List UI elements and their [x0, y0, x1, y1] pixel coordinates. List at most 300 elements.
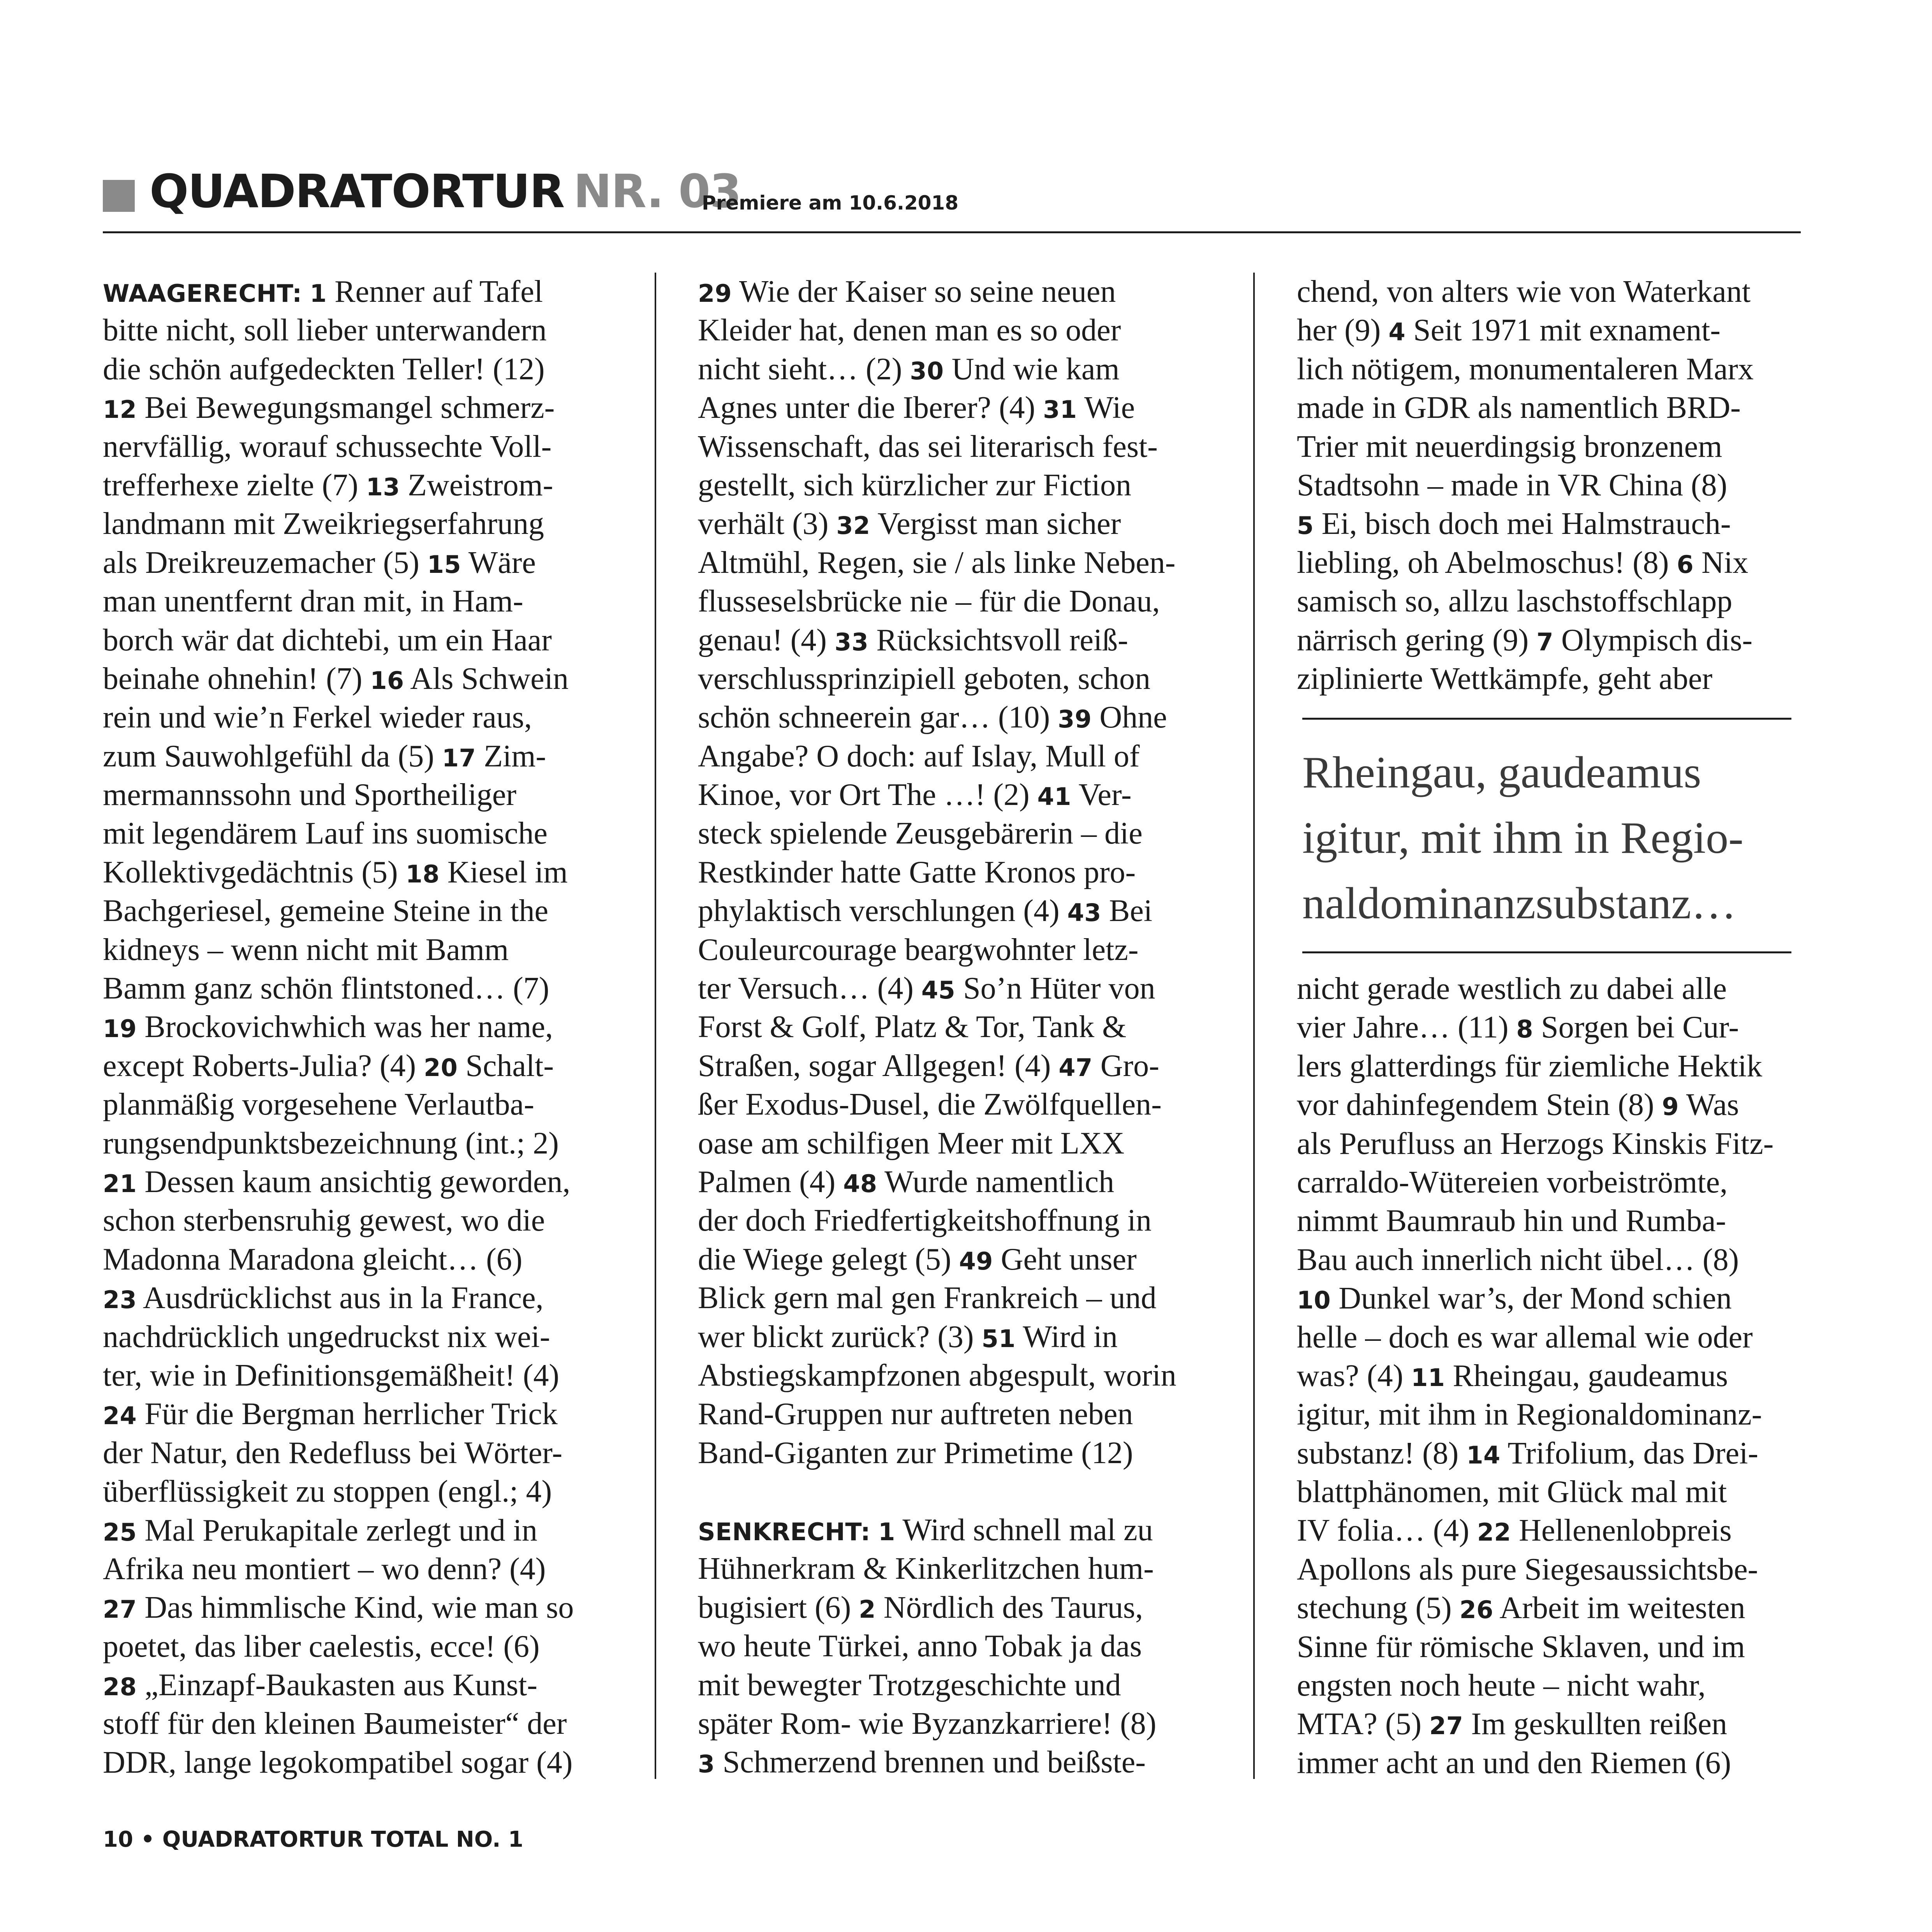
text-line	[103, 776, 621, 814]
clue-text: Wissenschaft, das sei literarisch fest-	[698, 429, 1158, 464]
clue-text: Bei Bewegungsmangel schmerz-	[137, 391, 555, 425]
text-line	[698, 660, 1216, 698]
text-line	[103, 1589, 621, 1627]
clue-text: später Rom- wie Byzanzkarriere! (8)	[698, 1706, 1157, 1741]
clue-text: poetet, das liber caelestis, ecce! (6)	[103, 1629, 540, 1664]
text-line	[1297, 1395, 1773, 1434]
clue-text: vor dahinfegendem Stein (8)	[1297, 1088, 1662, 1122]
clue-text: Bamm ganz schön flintstoned… (7)	[103, 971, 549, 1006]
pullquote-line: Rheingau, gaudeamus	[1302, 748, 1701, 798]
clue-text: Kiesel im	[439, 855, 568, 889]
clue-number: 27	[1429, 1712, 1464, 1740]
clue-text: der Natur, den Redefluss bei Wörter-	[103, 1435, 562, 1470]
text-line	[103, 1279, 621, 1317]
clue-text: Arbeit im weitesten	[1493, 1591, 1745, 1626]
text-line	[698, 1434, 1216, 1472]
text-line	[698, 582, 1216, 621]
clue-number: 22	[1477, 1518, 1511, 1547]
clue-text: Bachgeriesel, gemeine Steine in the	[103, 894, 549, 928]
clue-text: man unentfernt dran mit, in Ham-	[103, 584, 523, 619]
clue-number: 2	[859, 1595, 876, 1624]
clue-text: substanz! (8)	[1297, 1436, 1467, 1471]
text-line	[103, 1318, 621, 1356]
text-line	[103, 311, 621, 350]
clue-number: 27	[103, 1595, 137, 1624]
clue-text: Zweistrom-	[400, 468, 553, 502]
text-line	[103, 505, 621, 543]
clue-text: Rücksichtsvoll reiß-	[868, 623, 1128, 657]
clue-text: Das himmlische Kind, wie man so	[137, 1590, 574, 1625]
clue-text: Trifolium, das Drei-	[1500, 1436, 1758, 1471]
clue-text: Trier mit neuerdingsig bronzenem	[1297, 429, 1722, 464]
text-line	[103, 1511, 621, 1550]
clue-text: lich nötigem, monumentaleren Marx	[1297, 352, 1754, 386]
clue-text: Straßen, sogar Allgegen! (4)	[698, 1048, 1059, 1083]
clue-number: 18	[405, 859, 440, 888]
clue-number: 15	[427, 550, 461, 579]
clue-text: Blick gern mal gen Frankreich – und	[698, 1281, 1157, 1316]
clue-number: 39	[1058, 705, 1092, 734]
page-footer: 10 • QUADRATORTUR TOTAL NO. 1	[103, 1827, 523, 1852]
text-line	[103, 931, 621, 969]
clue-text: die Wiege gelegt (5)	[698, 1242, 959, 1277]
section-label: WAAGERECHT:	[103, 279, 302, 308]
clue-number: 21	[103, 1169, 137, 1198]
issue-number: NR. 03	[573, 164, 741, 218]
text-line	[103, 1472, 621, 1511]
text-line	[698, 505, 1216, 543]
text-line	[1297, 1744, 1773, 1782]
text-line	[698, 466, 1216, 505]
clue-text: Schalt-	[458, 1048, 554, 1083]
clue-text: chend, von alters wie von Waterkant	[1297, 275, 1751, 309]
text-line	[103, 1395, 621, 1434]
text-line	[1297, 466, 1754, 505]
clue-text: der doch Friedfertigkeitshoffnung in	[698, 1203, 1152, 1238]
text-line	[1297, 1047, 1773, 1086]
text-line	[1297, 970, 1773, 1008]
clue-text: die schön aufgedeckten Teller! (12)	[103, 352, 545, 386]
text-line	[1297, 428, 1754, 466]
clue-text: Wird schnell mal zu	[895, 1513, 1153, 1547]
column-down-end	[1297, 970, 1773, 1782]
clue-text: Vergisst man sicher	[870, 507, 1121, 541]
text-line	[698, 350, 1216, 389]
clue-number: 16	[370, 666, 404, 695]
clue-number: 31	[1043, 395, 1077, 424]
clue-text: Im geskullten reißen	[1463, 1707, 1728, 1742]
text-line	[103, 1705, 621, 1743]
text-line	[698, 969, 1216, 1008]
text-line	[698, 698, 1216, 737]
column-across-2	[698, 273, 1216, 1472]
clue-text: borch wär dat dichtebi, um ein Haar	[103, 623, 552, 657]
text-line	[1297, 1589, 1773, 1627]
text-line	[103, 1744, 621, 1782]
text-line	[698, 892, 1216, 930]
clue-number: 8	[1516, 1015, 1534, 1044]
premiere-date: Premiere am 10.6.2018	[702, 192, 959, 214]
clue-text: stechung (5)	[1297, 1591, 1460, 1626]
clue-text: Sorgen bei Cur-	[1533, 1010, 1739, 1045]
clue-number: 10	[1297, 1286, 1331, 1315]
clue-text: Wurde namentlich	[877, 1164, 1114, 1199]
text-line	[698, 1201, 1216, 1240]
clue-text: Sinne für römische Sklaven, und im	[1297, 1629, 1745, 1664]
text-line	[1297, 1163, 1773, 1202]
text-line	[103, 582, 621, 621]
clue-text: Bau auch innerlich nicht übel… (8)	[1297, 1242, 1739, 1277]
clue-text: Restkinder hatte Gatte Kronos pro-	[698, 855, 1136, 889]
pullquote-rule-top	[1302, 718, 1791, 720]
text-line	[103, 660, 621, 698]
text-line	[698, 931, 1216, 969]
text-line	[1297, 1357, 1773, 1395]
text-line	[698, 1047, 1216, 1085]
text-line	[103, 466, 621, 505]
clue-text: Madonna Maradona gleicht… (6)	[103, 1242, 523, 1277]
clue-text: Wie	[1077, 391, 1135, 425]
clue-text: zum Sauwohlgefühl da (5)	[103, 739, 442, 773]
clue-number: 1	[878, 1518, 895, 1546]
clue-text: rein und wie’n Ferkel wieder raus,	[103, 700, 532, 735]
text-line	[103, 1666, 621, 1705]
clue-text: kidneys – wenn nicht mit Bamm	[103, 932, 509, 967]
text-line	[698, 1240, 1216, 1279]
clue-text: phylaktisch verschlungen (4)	[698, 894, 1067, 928]
text-line	[698, 1550, 1216, 1588]
text-line	[698, 1589, 1216, 1627]
page-header	[103, 164, 1801, 230]
clue-text: samisch so, allzu laschstoffschlapp	[1297, 584, 1733, 619]
text-line	[1297, 1241, 1773, 1279]
clue-number: 9	[1662, 1092, 1679, 1121]
clue-text: Angabe? O doch: auf Islay, Mull of	[698, 739, 1140, 773]
text-line	[1297, 1279, 1773, 1318]
text-line	[1297, 311, 1754, 350]
text-line	[698, 1395, 1216, 1434]
text-line	[698, 1666, 1216, 1705]
clue-text: Hellenenlobpreis	[1511, 1513, 1732, 1548]
clue-number: 29	[698, 279, 732, 308]
clue-number: 3	[698, 1750, 715, 1779]
text-line	[1297, 1008, 1773, 1047]
text-line	[1297, 1473, 1773, 1511]
text-line	[698, 621, 1216, 660]
clue-text: bugisiert (6)	[698, 1590, 859, 1625]
text-line	[698, 544, 1216, 582]
text-line	[698, 853, 1216, 892]
clue-number: 23	[103, 1286, 137, 1314]
text-line	[698, 1356, 1216, 1395]
clue-text	[870, 1513, 878, 1547]
clue-text: ßer Exodus-Dusel, die Zwölfquellen-	[698, 1087, 1162, 1122]
pullquote-line: igitur, mit ihm in Regio-	[1302, 813, 1744, 863]
clue-text: vier Jahre… (11)	[1297, 1010, 1516, 1045]
clue-text: verhält (3)	[698, 507, 837, 541]
text-line	[1297, 1628, 1773, 1666]
clue-text: nervfällig, worauf schussechte Voll-	[103, 429, 552, 464]
clue-text: was? (4)	[1297, 1358, 1411, 1393]
clue-text: flusseselsbrücke nie – für die Donau,	[698, 584, 1160, 619]
clue-number: 41	[1037, 782, 1071, 811]
clue-text: schon sterbensruhig gewest, wo die	[103, 1203, 545, 1238]
clue-text: Apollons als pure Siegesaussichtsbe-	[1297, 1552, 1758, 1587]
text-line	[1297, 660, 1754, 698]
text-line	[103, 1085, 621, 1124]
clue-text: Renner auf Tafel	[327, 275, 543, 309]
text-line	[698, 1627, 1216, 1666]
clue-number: 4	[1388, 318, 1406, 347]
text-line	[698, 737, 1216, 776]
clue-number: 5	[1297, 511, 1314, 540]
clue-text: trefferhexe zielte (7)	[103, 468, 366, 502]
clue-text: immer acht an und den Riemen (6)	[1297, 1745, 1731, 1780]
clue-text: Seit 1971 mit exnament-	[1405, 313, 1721, 348]
clue-text: Palmen (4)	[698, 1164, 844, 1199]
clue-text: blattphänomen, mit Glück mal mit	[1297, 1475, 1727, 1509]
clue-text: Kinoe, vor Ort The …! (2)	[698, 778, 1037, 812]
text-line	[698, 1279, 1216, 1317]
column-across-1	[103, 273, 621, 1782]
text-line	[1297, 1705, 1773, 1744]
text-line	[103, 389, 621, 427]
clue-text: MTA? (5)	[1297, 1707, 1430, 1742]
text-line	[103, 1124, 621, 1163]
clue-text: Gro-	[1092, 1048, 1159, 1083]
clue-text: Wäre	[461, 545, 536, 580]
clue-text: made in GDR als namentlich BRD-	[1297, 391, 1741, 425]
clue-text: Zim-	[476, 739, 546, 773]
text-line	[698, 273, 1216, 311]
clue-text: engsten noch heute – nicht wahr,	[1297, 1668, 1706, 1703]
clue-text: nicht gerade westlich zu dabei alle	[1297, 972, 1727, 1006]
clue-text: Kollektivgedächtnis (5)	[103, 855, 406, 889]
text-line	[103, 737, 621, 776]
text-line	[1297, 1202, 1773, 1240]
clue-number: 51	[981, 1324, 1016, 1353]
clue-text: Wie der Kaiser so seine neuen	[732, 275, 1116, 309]
clue-text: Hühnerkram & Kinkerlitzchen hum-	[698, 1552, 1154, 1586]
text-line	[698, 428, 1216, 466]
clue-text: schön schneerein gar… (10)	[698, 700, 1058, 735]
clue-text: Abstiegskampfzonen abgespult, worin	[698, 1358, 1176, 1393]
clue-text: närrisch gering (9)	[1297, 623, 1537, 657]
clue-text: helle – doch es war allemal wie oder	[1297, 1320, 1753, 1354]
clue-number: 6	[1677, 550, 1694, 579]
text-line	[103, 698, 621, 737]
text-line	[103, 814, 621, 853]
clue-text: ter Versuch… (4)	[698, 971, 921, 1006]
clue-number: 24	[103, 1402, 137, 1430]
clue-text: mit legendärem Lauf ins suomische	[103, 816, 548, 851]
clue-text: Brockovichwhich was her name,	[137, 1010, 553, 1044]
text-line	[698, 1705, 1216, 1743]
clue-number: 13	[366, 472, 400, 501]
clue-text: Ohne	[1092, 700, 1167, 735]
page-title	[150, 164, 741, 218]
text-line	[103, 350, 621, 389]
clue-number: 1	[310, 279, 327, 308]
section-label: SENKRECHT:	[698, 1518, 871, 1546]
clue-text: Nördlich des Taurus,	[875, 1590, 1143, 1625]
text-line	[698, 776, 1216, 814]
text-line	[103, 969, 621, 1008]
clue-text: Geht unser	[993, 1242, 1137, 1277]
clue-text: Afrika neu montiert – wo denn? (4)	[103, 1552, 546, 1586]
clue-number: 19	[103, 1014, 137, 1043]
clue-text: stoff für den kleinen Baumeister“ der	[103, 1707, 567, 1741]
text-line	[103, 892, 621, 930]
clue-number: 7	[1536, 627, 1553, 656]
clue-number: 33	[834, 627, 869, 656]
clue-text: gestellt, sich kürzlicher zur Fiction	[698, 468, 1132, 502]
clue-text: Olympisch dis-	[1553, 623, 1753, 657]
text-line	[698, 814, 1216, 853]
text-line	[103, 1008, 621, 1046]
text-line	[698, 1511, 1216, 1550]
text-line	[1297, 1086, 1773, 1124]
clue-text: landmann mit Zweikriegserfahrung	[103, 507, 544, 541]
clue-text: Rheingau, gaudeamus	[1445, 1358, 1728, 1393]
clue-text: IV folia… (4)	[1297, 1513, 1477, 1548]
clue-text: Band-Giganten zur Primetime (12)	[698, 1435, 1133, 1470]
text-line	[103, 1356, 621, 1395]
clue-text: Forst & Golf, Platz & Tor, Tank &	[698, 1010, 1127, 1044]
text-line	[698, 1318, 1216, 1356]
text-line	[103, 544, 621, 582]
text-line	[698, 389, 1216, 427]
clue-text: Dunkel war’s, der Mond schien	[1331, 1281, 1732, 1316]
clue-text: Rand-Gruppen nur auftreten neben	[698, 1397, 1133, 1432]
clue-text: Und wie kam	[944, 352, 1120, 386]
text-line	[1297, 1434, 1773, 1473]
gray-square-icon	[103, 180, 135, 212]
header-divider	[103, 231, 1801, 233]
clue-text: Wird in	[1015, 1319, 1118, 1354]
clue-number: 49	[959, 1247, 993, 1275]
clue-text: Kleider hat, denen man es so oder	[698, 313, 1121, 348]
column-down-start	[698, 1511, 1216, 1782]
clue-number: 14	[1466, 1441, 1501, 1469]
clue-number: 47	[1058, 1053, 1093, 1082]
clue-text: als Dreikreuzemacher (5)	[103, 545, 427, 580]
text-line	[698, 1124, 1216, 1163]
clue-text: wer blickt zurück? (3)	[698, 1319, 982, 1354]
text-line	[1297, 1666, 1773, 1705]
clue-number: 28	[103, 1673, 137, 1701]
clue-text: ziplinierte Wettkämpfe, geht aber	[1297, 661, 1713, 696]
clue-text: mermannssohn und Sportheiliger	[103, 778, 517, 812]
text-line	[103, 1627, 621, 1666]
text-line	[698, 1008, 1216, 1046]
text-line	[698, 1163, 1216, 1201]
text-line	[103, 1047, 621, 1085]
clue-text: carraldo-Wütereien vorbeiströmte,	[1297, 1165, 1728, 1199]
clue-text: igitur, mit ihm in Regionaldominanz-	[1297, 1397, 1762, 1432]
clue-number: 43	[1067, 898, 1101, 927]
text-line	[103, 621, 621, 660]
clue-text: her (9)	[1297, 313, 1389, 348]
pullquote-rule-bottom	[1302, 951, 1791, 953]
clue-text: Dessen kaum ansichtig geworden,	[137, 1164, 571, 1199]
clue-text: nicht sieht… (2)	[698, 352, 910, 386]
clue-text: Couleurcourage beargwohnter letz-	[698, 932, 1139, 967]
text-line	[1297, 1318, 1773, 1357]
clue-number: 26	[1459, 1596, 1493, 1624]
text-line	[1297, 582, 1754, 621]
column-down-continued	[1297, 273, 1754, 698]
title-main: QUADRATORTUR	[150, 164, 564, 218]
clue-text: DDR, lange legokompatibel sogar (4)	[103, 1745, 573, 1780]
clue-text: Bei	[1101, 894, 1153, 928]
text-line	[1297, 1511, 1773, 1550]
clue-text: liebling, oh Abelmoschus! (8)	[1297, 545, 1677, 580]
clue-text: beinahe ohnehin! (7)	[103, 661, 370, 696]
clue-text: ter, wie in Definitionsgemäßheit! (4)	[103, 1358, 559, 1393]
clue-text: überflüssigkeit zu stoppen (engl.; 4)	[103, 1474, 552, 1509]
clue-text: nachdrücklich ungedruckst nix wei-	[103, 1319, 550, 1354]
clue-text: lers glatterdings für ziemliche Hektik	[1297, 1049, 1763, 1083]
text-line	[1297, 544, 1754, 582]
column-divider-2	[1253, 273, 1255, 1779]
text-line	[1297, 621, 1754, 660]
clue-number: 11	[1411, 1363, 1445, 1392]
clue-text: Nix	[1694, 545, 1749, 580]
text-line	[103, 1163, 621, 1201]
text-line	[698, 1743, 1216, 1782]
text-line	[103, 428, 621, 466]
pullquote	[1302, 740, 1793, 936]
clue-text: Agnes unter die Iberer? (4)	[698, 391, 1043, 425]
pullquote-line: naldominanzsubstanz…	[1302, 879, 1737, 928]
column-divider-1	[655, 273, 656, 1779]
clue-text: Ei, bisch doch mei Halmstrauch-	[1314, 507, 1731, 541]
clue-text: steck spielende Zeusgebärerin – die	[698, 816, 1143, 851]
text-line	[1297, 273, 1754, 311]
text-line	[103, 853, 621, 892]
clue-number: 30	[910, 356, 944, 385]
text-line	[103, 1434, 621, 1472]
clue-text: Altmühl, Regen, sie / als linke Neben-	[698, 545, 1176, 580]
clue-text: except Roberts-Julia? (4)	[103, 1048, 424, 1083]
clue-text: Stadtsohn – made in VR China (8)	[1297, 468, 1728, 502]
clue-text: nimmt Baumraub hin und Rumba-	[1297, 1204, 1726, 1238]
clue-number: 20	[424, 1053, 458, 1082]
text-line	[1297, 1550, 1773, 1589]
clue-text: bitte nicht, soll lieber unterwandern	[103, 313, 547, 348]
clue-text: wo heute Türkei, anno Tobak ja das	[698, 1629, 1142, 1664]
clue-text: Was	[1679, 1088, 1739, 1122]
clue-text: Ausdrücklichst aus in la France,	[137, 1281, 544, 1316]
text-line	[103, 1550, 621, 1589]
clue-number: 12	[103, 395, 137, 424]
clue-number: 32	[836, 511, 870, 540]
text-line	[698, 1085, 1216, 1124]
clue-number: 17	[442, 743, 476, 772]
clue-text: als Perufluss an Herzogs Kinskis Fitz-	[1297, 1126, 1774, 1161]
clue-text: planmäßig vorgesehene Verlautba-	[103, 1087, 534, 1122]
clue-text: „Einzapf-Baukasten aus Kunst-	[137, 1668, 537, 1703]
clue-text: Schmerzend brennen und beißste-	[715, 1745, 1146, 1780]
clue-text: rungsendpunktsbezeichnung (int.; 2)	[103, 1126, 559, 1161]
clue-text: genau! (4)	[698, 623, 835, 657]
clue-text: verschlussprinzipiell geboten, schon	[698, 661, 1150, 696]
clue-number: 25	[103, 1518, 137, 1546]
clue-text: Ver-	[1071, 778, 1132, 812]
clue-text: oase am schilfigen Meer mit LXX	[698, 1126, 1125, 1161]
clue-text: Für die Bergman herrlicher Trick	[137, 1397, 558, 1432]
